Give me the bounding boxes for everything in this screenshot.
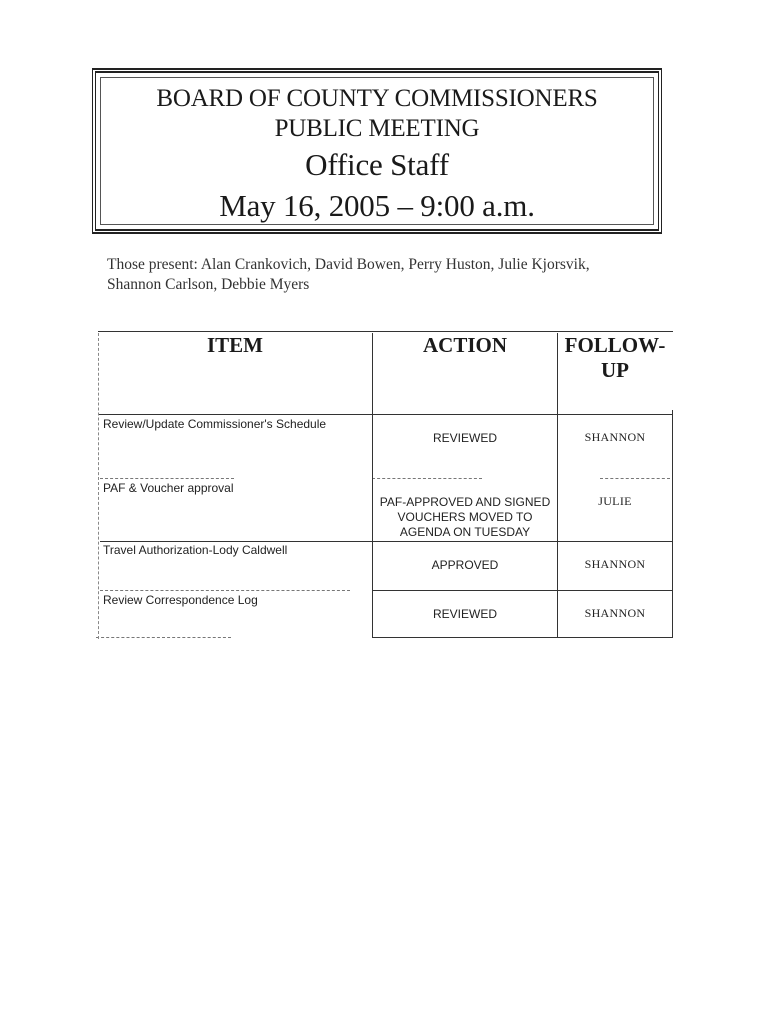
attendees <box>107 255 667 295</box>
action-line: VOUCHERS MOVED TO <box>397 510 533 524</box>
row-divider <box>100 590 350 591</box>
col-header-item: ITEM <box>206 333 263 357</box>
row-divider <box>372 478 482 479</box>
action-line: REVIEWED <box>432 607 497 621</box>
table-row-follow-up: SHANNON <box>584 430 646 444</box>
action-line: REVIEWED <box>432 431 497 445</box>
board-title: BOARD OF COUNTY COMMISSIONERS <box>156 85 598 112</box>
row-divider <box>372 590 672 591</box>
action-line: AGENDA ON TUESDAY <box>399 525 531 539</box>
attendees-line-2: Shannon Carlson, Debbie Myers <box>107 276 310 293</box>
row-divider <box>100 478 234 479</box>
header-bottom-border <box>98 414 673 415</box>
table-row-follow-up: JULIE <box>598 494 632 508</box>
action-line: PAF-APPROVED AND SIGNED <box>379 495 551 509</box>
table-row-action <box>372 558 558 573</box>
column-divider <box>372 333 373 637</box>
table-row-item: Review/Update Commissioner's Schedule <box>103 417 327 431</box>
table-row-action <box>372 607 558 622</box>
table-row-item: PAF & Voucher approval <box>103 481 234 495</box>
table-top-border <box>98 331 673 332</box>
table-left-border <box>98 333 99 639</box>
meeting-subject: Office Staff <box>305 147 449 182</box>
meeting-header <box>92 68 662 234</box>
meeting-date: May 16, 2005 – 9:00 a.m. <box>219 188 535 223</box>
col-header-follow-up <box>558 333 672 383</box>
table-row-action <box>372 495 558 540</box>
row-divider <box>100 541 672 542</box>
table-right-border <box>672 410 673 638</box>
table-bottom-border <box>96 637 231 638</box>
meeting-type: PUBLIC MEETING <box>274 115 480 142</box>
table-bottom-border <box>372 637 672 638</box>
follow-up-line-1: FOLLOW- <box>564 333 666 357</box>
col-header-action: ACTION <box>422 333 507 357</box>
action-line: APPROVED <box>431 558 499 572</box>
table-row-item: Review Correspondence Log <box>103 593 258 607</box>
table-row-item: Travel Authorization-Lody Caldwell <box>103 543 288 557</box>
row-divider <box>600 478 670 479</box>
follow-up-line-2: UP <box>601 358 629 382</box>
table-row-follow-up: SHANNON <box>584 606 646 620</box>
attendees-line-1: Those present: Alan Crankovich, David Bowen, Perry Huston, Julie Kjorsvik, <box>107 256 590 273</box>
table-row-action <box>372 431 558 446</box>
table-row-follow-up: SHANNON <box>584 557 646 571</box>
